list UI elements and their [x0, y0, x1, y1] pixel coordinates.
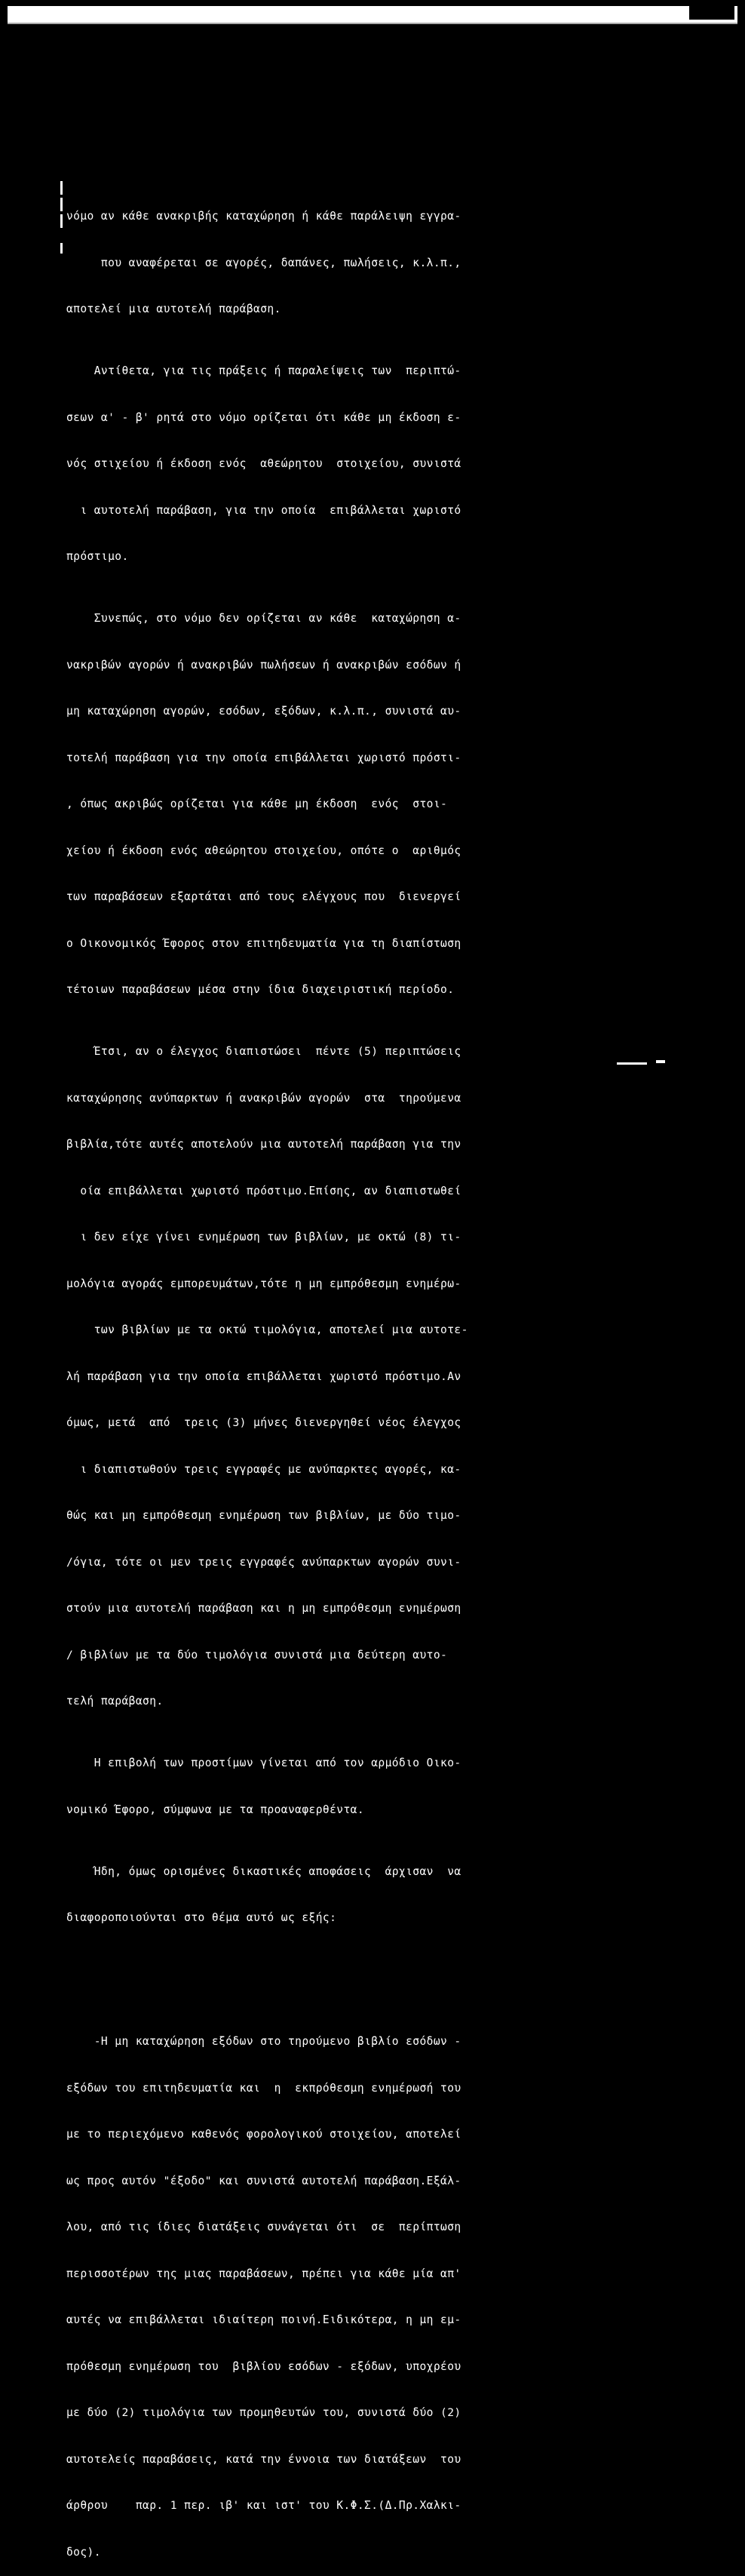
scan-top-edge [8, 6, 737, 24]
text-line: διαφοροποιούνται στο θέμα αυτό ως εξής: [66, 1911, 337, 1924]
text-line: Αντίθετα, για τις πράξεις ή παραλείψεις των περιπτώ- [66, 364, 461, 377]
text-line: πρόστιμο. [66, 550, 129, 563]
text-line: περισσοτέρων της μιας παραβάσεων, πρέπει για κάθε μία απ' [66, 2267, 461, 2280]
text-line: καταχώρησης ανύπαρκτων ή ανακριβών αγορών στα τηρούμενα [66, 1091, 461, 1105]
margin-mark [60, 198, 63, 211]
text-line: των βιβλίων με τα οκτώ τιμολόγια, αποτελεί μια αυτοτε- [66, 1323, 468, 1336]
paragraph-gap [66, 1972, 692, 1988]
text-line: νόμο αν κάθε ανακριβής καταχώρηση ή κάθε παράλειψη εγγρα- [66, 210, 461, 223]
text-line: στούν μια αυτοτελή παράβαση και η μη εμπρόθεσμη ενημέρωση [66, 1602, 461, 1615]
text-line: τελή παράβαση. [66, 1695, 164, 1708]
text-line: λου, από τις ίδιες διατάξεις συνάγεται ότι σε περίπτωση [66, 2221, 461, 2233]
text-line: άρθρου παρ. 1 περ. ιβ' και ιστ' του Κ.Φ.Σ.(Δ.Πρ.Χαλκι- [66, 2499, 461, 2512]
text-line: οία επιβάλλεται χωριστό πρόστιμο.Επίσης, αν διαπιστωθεί [66, 1184, 461, 1197]
text-line: όμως, μετά από τρεις (3) μήνες διενεργηθεί νέος έλεγχος [66, 1416, 461, 1429]
scan-corner-mark [689, 5, 734, 20]
text-line: / βιβλίων με τα δύο τιμολόγια συνιστά μια δεύτερη αυτο- [66, 1648, 448, 1661]
text-line: εξόδων του επιτηδευματία και η εκπρόθεσμη ενημέρωσή του [66, 2081, 461, 2095]
text-line: μολόγια αγοράς εμπορευμάτων,τότε η μη εμπρόθεσμη ενημέρω- [66, 1277, 461, 1290]
text-line: νακριβών αγορών ή ανακριβών πωλήσεων ή ανακριβών εσόδων ή [66, 658, 461, 672]
text-line: μη καταχώρηση αγορών, εσόδων, εξόδων, κ.λ.π., συνιστά αυ- [66, 705, 461, 718]
text-line: Έτσι, αν ο έλεγχος διαπιστώσει πέντε (5) περιπτώσεις [66, 1045, 461, 1058]
text-line: -Η μη καταχώρηση εξόδων στο τηρούμενο βιβλίο εσόδων - [66, 2035, 461, 2048]
text-line: αποτελεί μια αυτοτελή παράβαση. [66, 303, 281, 315]
text-line: λή παράβαση για την οποία επιβάλλεται χωριστό πρόστιμο.Αν [66, 1369, 461, 1383]
text-line: ο Οικονομικός Έφορος στον επιτηδευματία για τη διαπίστωση [66, 936, 461, 950]
text-line: πρόθεσμη ενημέρωση του βιβλίου εσόδων - εξόδων, υποχρέου [66, 2359, 461, 2373]
text-line: νομικό Έφορο, σύμφωνα με τα προαναφερθέντα. [66, 1803, 365, 1816]
margin-mark [60, 243, 63, 254]
margin-mark [60, 214, 63, 228]
text-line: με δύο (2) τιμολόγια των προμηθευτών του, συνιστά δύο (2) [66, 2406, 461, 2419]
text-line: τέτοιων παραβάσεων μέσα στην ίδια διαχειριστική περίοδο. [66, 983, 455, 996]
text-line: θώς και μη εμπρόθεσμη ενημέρωση των βιβλίων, με δύο τιμο- [66, 1509, 461, 1522]
margin-mark [60, 181, 63, 195]
text-line: σεων α' - β' ρητά στο νόμο ορίζεται ότι κάθε μη έκδοση ε- [66, 410, 461, 424]
text-line: /όγια, τότε οι μεν τρεις εγγραφές ανύπαρκτων αγορών συνι- [66, 1555, 461, 1569]
text-line: αυτές να επιβάλλεται ιδιαίτερη ποινή.Ειδικότερα, η μη εμ- [66, 2313, 461, 2326]
text-line: ι δεν είχε γίνει ενημέρωση των βιβλίων, με οκτώ (8) τι- [66, 1231, 461, 1243]
text-line: που αναφέρεται σε αγορές, δαπάνες, πωλήσεις, κ.λ.π., [66, 256, 461, 269]
text-line: των παραβάσεων εξαρτάται από τους ελέγχους που διενεργεί [66, 890, 461, 903]
text-line: βιβλία,τότε αυτές αποτελούν μια αυτοτελή παράβαση για την [66, 1138, 461, 1151]
text-line: ι διαπιστωθούν τρεις εγγραφές με ανύπαρκτες αγορές, κα- [66, 1462, 461, 1476]
text-line: με το περιεχόμενο καθενός φορολογικού στοιχείου, αποτελεί [66, 2128, 461, 2141]
text-line: δος). [66, 2545, 101, 2559]
text-line: Ήδη, όμως ορισμένες δικαστικές αποφάσεις άρχισαν να [66, 1864, 461, 1878]
text-line: αυτοτελείς παραβάσεις, κατά την έννοια των διατάξεων του [66, 2452, 461, 2466]
text-line: χείου ή έκδοση ενός αθεώρητου στοιχείου, οπότε ο αριθμός [66, 844, 461, 857]
text-line: νός στιχείου ή έκδοση ενός αθεώρητου στοιχείου, συνιστά [66, 457, 461, 470]
text-line: Συνεπώς, στο νόμο δεν ορίζεται αν κάθε καταχώρηση α- [66, 612, 461, 625]
text-line: Η επιβολή των προστίμων γίνεται από τον αρμόδιο Οικο- [66, 1757, 461, 1769]
text-line: ι αυτοτελή παράβαση, για την οποία επιβάλλεται χωριστό [66, 503, 461, 517]
text-line: τοτελή παράβαση για την οποία επιβάλλεται χωριστό πρόστι- [66, 751, 461, 764]
document-body [66, 178, 692, 2576]
text-line: ως προς αυτόν "έξοδο" και συνιστά αυτοτελή παράβαση.Εξάλ- [66, 2174, 461, 2187]
text-line: , όπως ακριβώς ορίζεται για κάθε μη έκδοση ενός στοι- [66, 798, 448, 810]
